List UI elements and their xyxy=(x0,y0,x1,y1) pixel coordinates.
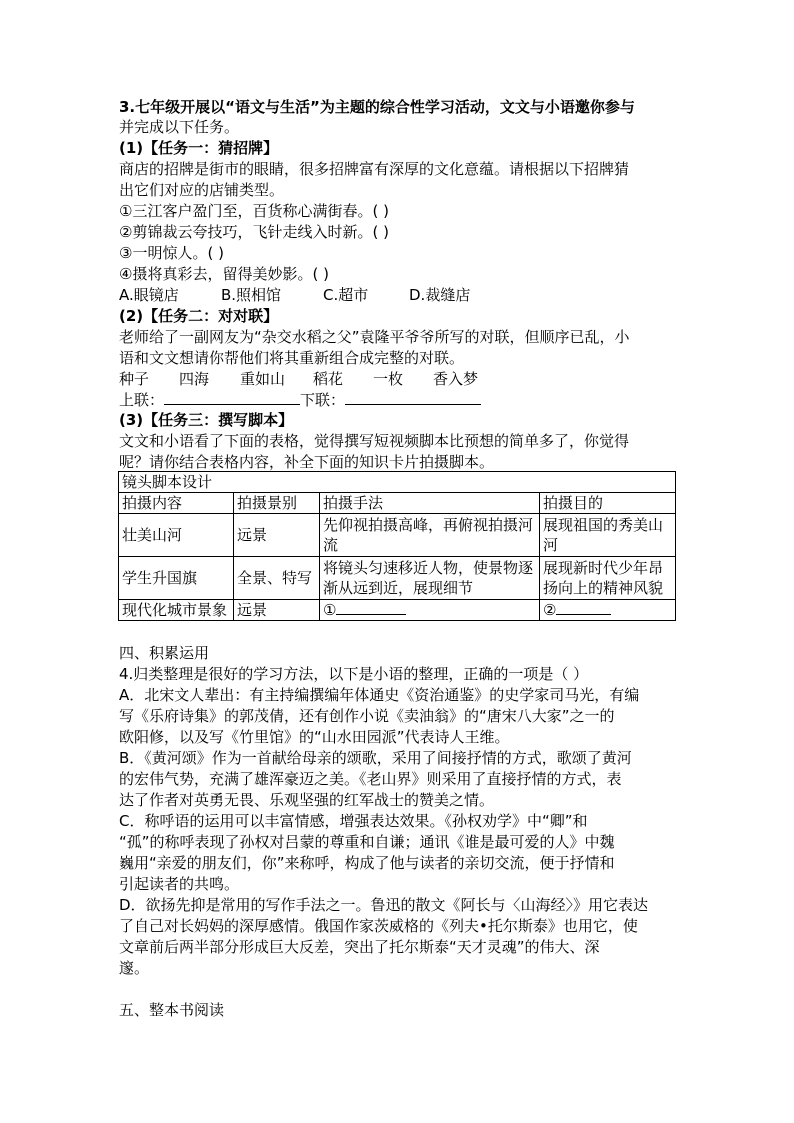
q4-option-c-line: 引起读者的共鸣。 xyxy=(119,875,240,893)
answer-blank-1[interactable] xyxy=(336,600,406,615)
table-cell: 现代化城市景象 xyxy=(119,600,234,621)
table-cell: 全景、特写 xyxy=(234,557,320,600)
table-row xyxy=(119,557,676,600)
task3-title xyxy=(119,410,293,430)
couplet-word: 稻花 xyxy=(313,370,344,388)
task2-title-text: (2)【任务二：对对联】 xyxy=(119,307,279,325)
q4-option-d-line: 邃。 xyxy=(119,959,150,977)
table-cell: 展现新时代少年昂扬向上的精神风貌 xyxy=(540,557,676,600)
column-header: 拍摄目的 xyxy=(540,493,676,514)
q4-option-a-line: 写《乐府诗集》的郭茂倩，还有创作小说《卖油翁》的“唐宋八大家”之一的 xyxy=(119,707,615,725)
q4-option-b-line: B．《黄河颂》作为一首献给母亲的颂歌，采用了间接抒情的方式，歌颂了黄河 xyxy=(119,749,632,767)
task2-desc-2: 语和文文想请你帮他们将其重新组合成完整的对联。 xyxy=(119,349,465,367)
task1-desc-1: 商店的招牌是街市的眼睛，很多招牌富有深厚的文化意蕴。请根据以下招牌猜 xyxy=(119,160,630,178)
answer-blank-cell-1[interactable] xyxy=(320,600,540,621)
task2-desc-1: 老师给了一副网友为“杂交水稻之父”袁隆平爷爷所写的对联，但顺序已乱，小 xyxy=(119,328,630,346)
task1-desc-2: 出它们对应的店铺类型。 xyxy=(119,181,285,199)
section-5-heading: 五、整本书阅读 xyxy=(119,1001,225,1019)
task1-item-4: ④摄将真彩去，留得美妙影。( ) xyxy=(119,265,329,283)
lower-couplet-label: 下联： xyxy=(300,391,346,409)
couplet-answer-line xyxy=(119,390,481,410)
table-caption: 镜头脚本设计 xyxy=(119,472,676,493)
q4-option-c-line: “孤”的称呼表现了孙权对吕蒙的尊重和自谦；通讯《谁是最可爱的人》中魏 xyxy=(119,833,615,851)
column-header: 拍摄手法 xyxy=(320,493,540,514)
blank-number: ① xyxy=(323,601,337,619)
q4-option-d-line: 文章前后两半部分形成巨大反差，突出了托尔斯泰“天才灵魂”的伟大、深 xyxy=(119,938,600,956)
q4-option-c-line: 巍用“亲爱的朋友们，你”来称呼，构成了他与读者的亲切交流，便于抒情和 xyxy=(119,854,615,872)
q4-option-b-line: 的宏伟气势，充满了雄浑豪迈之美。《老山界》则采用了直接抒情的方式，表 xyxy=(119,770,622,788)
task3-title-text: (3)【任务三：撰写脚本】 xyxy=(119,411,294,429)
shot-script-table xyxy=(118,471,676,621)
q4-option-a-line: 欧阳修，以及写《竹里馆》的“山水田园派”代表诗人王维。 xyxy=(119,728,510,746)
q3-intro-line-2: 并完成以下任务。 xyxy=(119,118,240,136)
q4-option-c-line: C．称呼语的运用可以丰富情感，增强表达效果。《孙权劝学》中“卿”和 xyxy=(119,812,588,830)
option-b: B.照相馆 xyxy=(221,286,282,304)
table-cell: 远景 xyxy=(234,514,320,557)
upper-couplet-blank[interactable] xyxy=(164,390,300,405)
table-cell: 远景 xyxy=(234,600,320,621)
table-row xyxy=(119,514,676,557)
task1-item-2: ②剪锦裁云夸技巧，飞针走线入时新。( ) xyxy=(119,223,389,241)
task3-desc-2: 呢？请你结合表格内容，补全下面的知识卡片拍摄脚本。 xyxy=(119,453,495,471)
task3-desc-1: 文文和小语看了下面的表格，觉得撰写短视频脚本比预想的简单多了，你觉得 xyxy=(119,432,630,450)
couplet-word: 重如山 xyxy=(240,370,286,388)
answer-blank-cell-2[interactable] xyxy=(540,600,676,621)
task1-item-3: ③一明惊人。( ) xyxy=(119,244,224,262)
q4-option-d-line: D．欲扬先抑是常用的写作手法之一。鲁迅的散文《阿长与〈山海经〉》用它表达 xyxy=(119,896,649,914)
q4-option-a-line: A．北宋文人辈出：有主持编撰编年体通史《资治通鉴》的史学家司马光，有编 xyxy=(119,686,640,704)
section-4-heading: 四、积累运用 xyxy=(119,644,210,662)
column-header: 拍摄内容 xyxy=(119,493,234,514)
task1-item-1: ①三江客户盈门至，百货称心满街春。( ) xyxy=(119,202,389,220)
table-header-row xyxy=(119,493,676,514)
couplet-word: 种子 xyxy=(119,370,150,388)
couplet-word: 香入梦 xyxy=(433,370,479,388)
q4-option-d-line: 了自己对长妈妈的深厚感情。俄国作家茨威格的《列夫•托尔斯泰》也用它，使 xyxy=(119,917,638,935)
q4-option-b-line: 达了作者对英勇无畏、乐观坚强的红军战士的赞美之情。 xyxy=(119,791,495,809)
table-caption-row xyxy=(119,472,676,493)
task1-title xyxy=(119,138,278,158)
table-cell: 壮美山河 xyxy=(119,514,234,557)
column-header: 拍摄景别 xyxy=(234,493,320,514)
q4-stem: 4.归类整理是很好的学习方法，以下是小语的整理，正确的一项是（ ） xyxy=(119,665,589,683)
option-c: C.超市 xyxy=(323,286,369,304)
blank-number: ② xyxy=(543,601,557,619)
table-cell: 先仰视拍摄高峰，再俯视拍摄河流 xyxy=(320,514,540,557)
q3-intro-line-1: 3.七年级开展以“语文与生活”为主题的综合性学习活动，文文与小语邀你参与 xyxy=(119,98,635,116)
couplet-word: 四海 xyxy=(179,370,210,388)
option-a: A.眼镜店 xyxy=(119,286,179,304)
answer-blank-2[interactable] xyxy=(556,600,611,615)
task2-title xyxy=(119,306,278,326)
task1-title-text: (1)【任务一：猜招牌】 xyxy=(119,139,279,157)
upper-couplet-label: 上联： xyxy=(119,391,165,409)
table-cell: 将镜头匀速移近人物，使景物逐渐从远到近，展现细节 xyxy=(320,557,540,600)
task1-options xyxy=(119,285,470,305)
lower-couplet-blank[interactable] xyxy=(345,390,481,405)
table-cell: 学生升国旗 xyxy=(119,557,234,600)
couplet-word: 一枚 xyxy=(373,370,404,388)
table-row xyxy=(119,600,676,621)
table-cell: 展现祖国的秀美山河 xyxy=(540,514,676,557)
option-d: D.裁缝店 xyxy=(409,286,471,304)
couplet-words xyxy=(119,369,478,389)
